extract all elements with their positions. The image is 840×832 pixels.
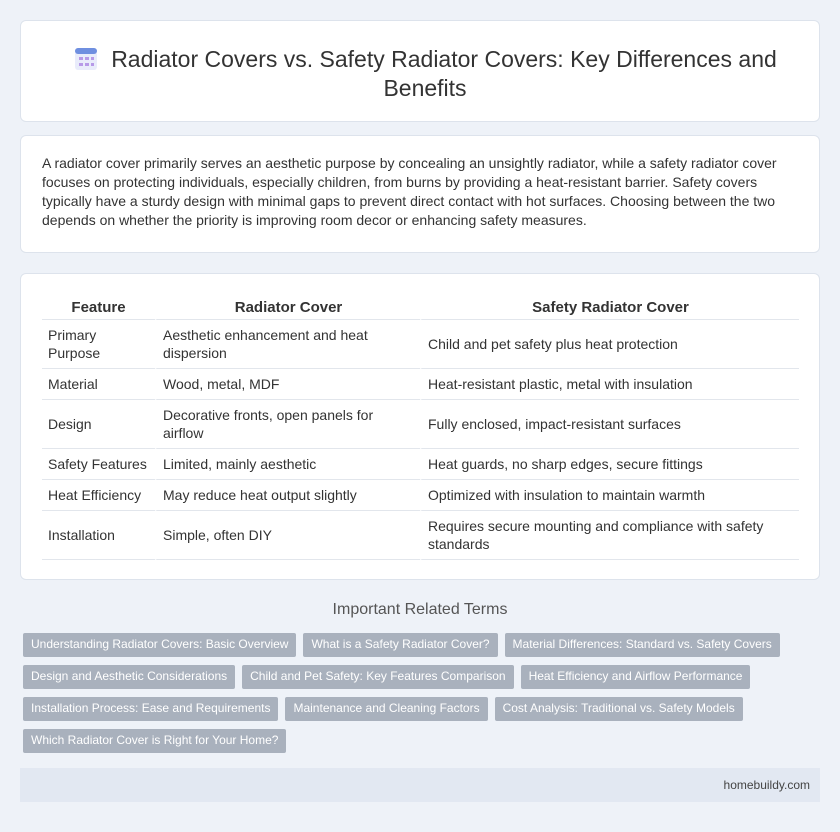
table-cell: Material xyxy=(42,369,155,400)
footer xyxy=(20,768,820,802)
table-cell: Child and pet safety plus heat protection xyxy=(420,320,799,369)
related-term-tag[interactable]: Design and Aesthetic Considerations xyxy=(23,665,235,689)
comparison-card xyxy=(20,273,820,580)
comparison-table xyxy=(42,294,799,560)
table-cell: Simple, often DIY xyxy=(155,511,420,560)
related-term-tag[interactable]: Maintenance and Cleaning Factors xyxy=(285,697,487,721)
table-cell: Optimized with insulation to maintain warmth xyxy=(420,480,799,511)
table-cell: May reduce heat output slightly xyxy=(155,480,420,511)
related-term-tag[interactable]: Installation Process: Ease and Requirements xyxy=(23,697,278,721)
related-term-tag[interactable]: What is a Safety Radiator Cover? xyxy=(303,633,497,657)
table-row xyxy=(42,369,799,400)
column-header-feature: Feature xyxy=(42,294,155,320)
table-cell: Limited, mainly aesthetic xyxy=(155,449,420,480)
table-cell: Aesthetic enhancement and heat dispersion xyxy=(155,320,420,369)
related-term-tag[interactable]: Child and Pet Safety: Key Features Comparison xyxy=(242,665,513,689)
related-term-tag[interactable]: Understanding Radiator Covers: Basic Overview xyxy=(23,633,296,657)
table-cell: Heat Efficiency xyxy=(42,480,155,511)
intro-card xyxy=(20,135,820,253)
title-card xyxy=(20,20,820,122)
table-cell: Heat guards, no sharp edges, secure fittings xyxy=(420,449,799,480)
related-term-tag[interactable]: Cost Analysis: Traditional vs. Safety Models xyxy=(495,697,743,721)
table-row xyxy=(42,400,799,449)
page-title xyxy=(61,45,789,103)
related-terms-list xyxy=(23,633,813,761)
table-cell: Requires secure mounting and compliance with safety standards xyxy=(420,511,799,560)
table-row xyxy=(42,511,799,560)
column-header-radiator-cover: Radiator Cover xyxy=(155,294,420,320)
related-terms-heading: Important Related Terms xyxy=(332,601,508,618)
table-chart-icon xyxy=(73,47,99,71)
column-header-safety-radiator-cover: Safety Radiator Cover xyxy=(420,294,799,320)
table-row xyxy=(42,449,799,480)
related-term-tag[interactable]: Material Differences: Standard vs. Safety Covers xyxy=(505,633,780,657)
table-row xyxy=(42,480,799,511)
table-cell: Fully enclosed, impact-resistant surfaces xyxy=(420,400,799,449)
table-cell: Safety Features xyxy=(42,449,155,480)
table-cell: Design xyxy=(42,400,155,449)
related-term-tag[interactable]: Heat Efficiency and Airflow Performance xyxy=(521,665,751,689)
table-cell: Wood, metal, MDF xyxy=(155,369,420,400)
table-header-row xyxy=(42,294,799,320)
footer-site-link[interactable]: homebuildy.com xyxy=(723,778,810,792)
page-title-text: Radiator Covers vs. Safety Radiator Covers: Key Differences and Benefits xyxy=(111,46,777,101)
related-term-tag[interactable]: Which Radiator Cover is Right for Your Home? xyxy=(23,729,286,753)
table-cell: Decorative fronts, open panels for airflow xyxy=(155,400,420,449)
table-row xyxy=(42,320,799,369)
table-cell: Primary Purpose xyxy=(42,320,155,369)
table-cell: Installation xyxy=(42,511,155,560)
table-cell: Heat-resistant plastic, metal with insulation xyxy=(420,369,799,400)
intro-paragraph: A radiator cover primarily serves an aesthetic purpose by concealing an unsightly radiator, while a safety radiator cover focuses on protecting individuals, especially children, from burns by providing a heat-resistant barrier. Safety covers typically have a sturdy design with minimal gaps to prevent direct contact with hot surfaces. Choosing between the two depends on whether the priority is improving room decor or enhancing safety measures. xyxy=(42,155,777,228)
